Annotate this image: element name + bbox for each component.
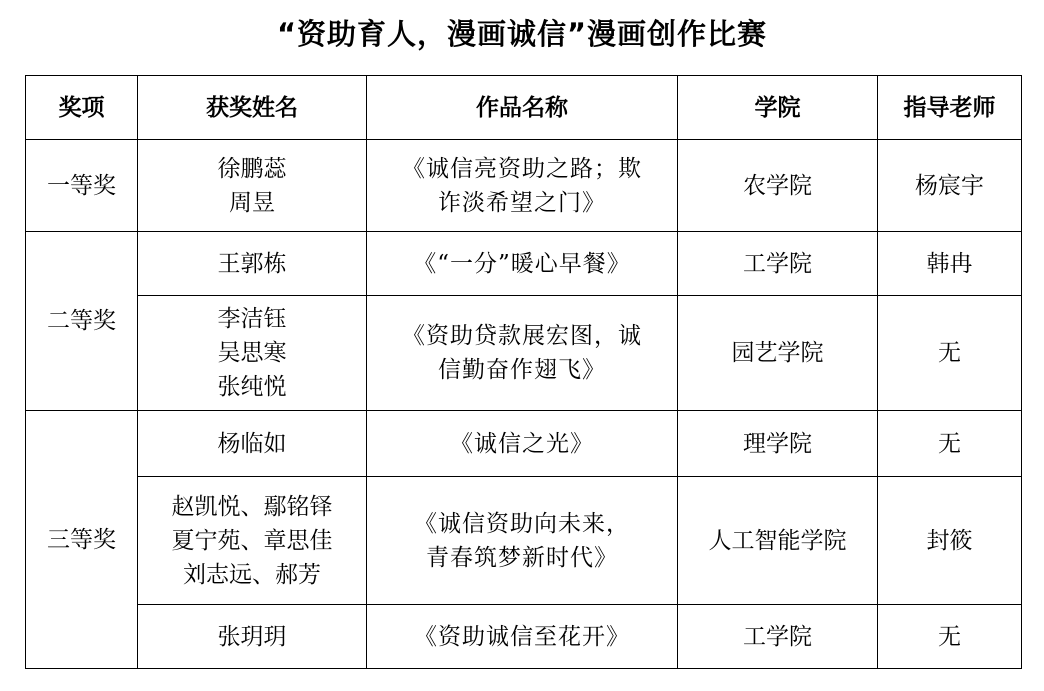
- college: 理学院: [678, 411, 878, 477]
- work-title-line: 诈淡希望之门》: [438, 189, 606, 216]
- winner-name: 张纯悦: [217, 374, 287, 400]
- work-title-line: 《资助贷款展宏图，诚: [402, 323, 642, 349]
- advisor: 无: [878, 411, 1022, 477]
- header-advisor: 指导老师: [878, 76, 1022, 140]
- advisor: 无: [878, 605, 1022, 669]
- advisor: 无: [878, 296, 1022, 411]
- winner-name: 张玥玥: [217, 623, 287, 650]
- college: 人工智能学院: [678, 477, 878, 605]
- winner-name: 周昱: [229, 189, 275, 216]
- winner-name: 王郭栋: [217, 250, 287, 277]
- table-row: [26, 411, 1022, 477]
- advisor: 杨宸宇: [878, 140, 1022, 232]
- advisor: 封筱: [878, 477, 1022, 605]
- winner-names: [138, 477, 367, 605]
- work-title-line: 《诚信资助向未来，: [414, 510, 630, 537]
- work-title: [367, 605, 678, 669]
- college: 工学院: [678, 232, 878, 296]
- work-title-line: 《资助诚信至花开》: [414, 623, 630, 650]
- table-row: [26, 296, 1022, 411]
- winner-name: 刘志远、郝芳: [183, 561, 321, 588]
- header-college: 学院: [678, 76, 878, 140]
- work-title-line: 《诚信之光》: [450, 430, 594, 457]
- header-work-title: 作品名称: [367, 76, 678, 140]
- work-title-line: 青春筑梦新时代》: [426, 544, 618, 571]
- table-row: [26, 232, 1022, 296]
- award-rank: 一等奖: [26, 140, 138, 232]
- work-title: [367, 232, 678, 296]
- college: 园艺学院: [678, 296, 878, 411]
- work-title: [367, 477, 678, 605]
- work-title: [367, 411, 678, 477]
- advisor: 韩冉: [878, 232, 1022, 296]
- winner-names: [138, 296, 367, 411]
- header-award: 奖项: [26, 76, 138, 140]
- header-row: [26, 76, 1022, 140]
- awards-table: [25, 75, 1022, 669]
- winner-name: 徐鹏蕊: [217, 155, 287, 182]
- work-title-line: 信勤奋作翅飞》: [438, 357, 606, 383]
- work-title: [367, 296, 678, 411]
- work-title-line: 《“一分”暖心早餐》: [413, 250, 631, 277]
- winner-name: 李洁钰: [217, 306, 287, 332]
- winner-name: 杨临如: [217, 430, 287, 457]
- header-winner-names: 获奖姓名: [138, 76, 367, 140]
- winner-names: [138, 411, 367, 477]
- award-rank: 三等奖: [26, 411, 138, 669]
- work-title: [367, 140, 678, 232]
- college: 工学院: [678, 605, 878, 669]
- winner-name: 夏宁苑、章思佳: [171, 527, 333, 554]
- winner-name: 吴思寒: [217, 340, 287, 366]
- award-rank: 二等奖: [26, 232, 138, 411]
- table-row: [26, 140, 1022, 232]
- winner-names: [138, 232, 367, 296]
- table-row: [26, 605, 1022, 669]
- winner-names: [138, 140, 367, 232]
- page-title: “资助育人，漫画诚信”漫画创作比赛: [276, 17, 768, 51]
- work-title-line: 《诚信亮资助之路；欺: [402, 155, 642, 182]
- table-row: [26, 477, 1022, 605]
- winner-name: 赵凯悦、鄢铭铎: [171, 493, 333, 520]
- college: 农学院: [678, 140, 878, 232]
- winner-names: [138, 605, 367, 669]
